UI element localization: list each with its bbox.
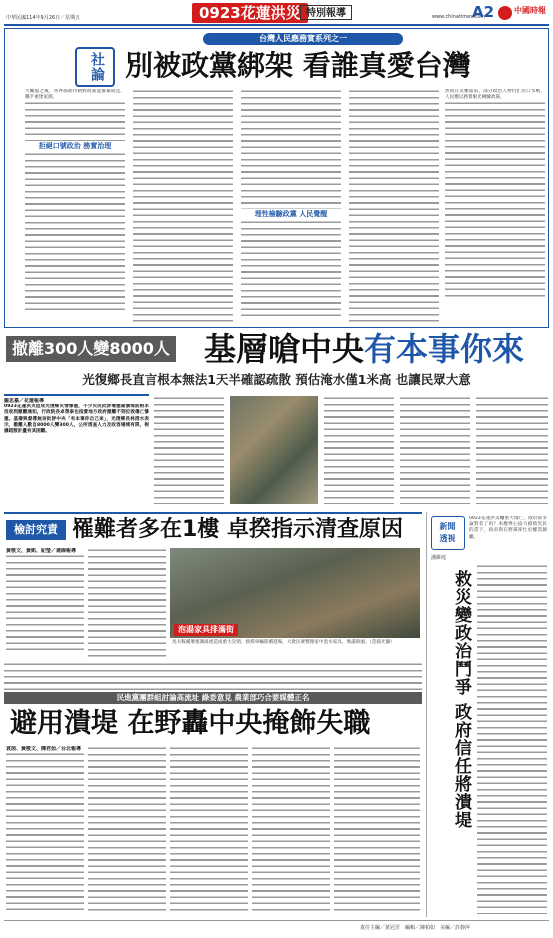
review-continuation: [4, 662, 422, 690]
main-highlight: 撤離300人變8000人: [6, 336, 176, 362]
paper-logo: [498, 2, 546, 24]
editorial-text-filler: [25, 152, 125, 312]
editorial-headline: 別被政黨綁架 看誰真愛台灣: [125, 49, 471, 82]
lower-col-4: [252, 746, 330, 914]
masthead: [0, 0, 553, 26]
editorial-col-5: [445, 89, 545, 325]
editorial-lead-2: 然而在災難面前，部分政治人物仍忙於口水戰，人民應以務實眼光檢驗政黨。: [445, 89, 545, 101]
review-text-filler: [6, 554, 84, 654]
editorial-seal-label: 社論: [89, 52, 105, 82]
editorial-col-4: [349, 89, 439, 325]
side-tag-line-1: 新聞: [439, 522, 456, 531]
side-author: 潘維庭: [431, 555, 447, 561]
editorial-seal: [75, 47, 115, 87]
editorial-col-2: [133, 89, 233, 325]
footer-rule: [4, 920, 549, 921]
review-col-2: [88, 548, 166, 658]
editorial-series-header: 台灣人民應務實系列之一: [203, 33, 403, 45]
editorial-subhead-2: 理性檢驗政黨 人民覺醒: [254, 210, 328, 218]
editorial-text-filler: [445, 101, 545, 301]
masthead-section-title: 0923花蓮洪災: [192, 3, 308, 23]
main-col-4: [400, 396, 470, 504]
main-headline-part1: 基層嗆中央: [204, 330, 365, 368]
masthead-website: www.chinatimes.com: [432, 14, 486, 20]
review-photo-caption-title: 泡湯家具排滿街: [174, 624, 238, 636]
paper-name: 中國時報: [514, 6, 546, 15]
side-tag-line-2: 透視: [439, 534, 456, 543]
main-col-3: [324, 396, 394, 504]
main-photo: [230, 396, 318, 504]
main-headline-part2: 有本事你來: [364, 330, 525, 368]
masthead-badge: 特別報導: [300, 5, 352, 20]
editorial-text-filler: [241, 220, 341, 320]
review-section: [4, 512, 422, 660]
lower-story: [4, 692, 422, 917]
lower-col-1: [6, 746, 84, 914]
editorial-lead-1: 大颱風之後，各界都期待朝野政黨能摒棄成見，攜手重建家園。: [25, 89, 125, 101]
editorial-text-filler: [25, 101, 125, 141]
main-col-5: [476, 396, 548, 504]
side-text: [477, 564, 547, 914]
lower-col-2: [88, 746, 166, 914]
lower-banner: 民進黨團群組討論高流址 綠委意見 農業部巧合要媒體正名: [4, 692, 422, 704]
main-lead-box: [4, 394, 149, 504]
editorial-text-filler: [241, 89, 341, 209]
review-byline: 黃敬文、黃凱、紀瑩／連線報導: [6, 548, 77, 554]
side-lead: 0923花蓮洪災釀重大傷亡，政府卻爭論對者了吗？本應齊心協力搶救災民的當下，政府與在野黨卻忙於權責歸屬。: [469, 516, 547, 540]
lower-headline: 避用潰堤 在野轟中央掩飾失職: [10, 708, 371, 739]
main-byline: 羅思嘉／花蓮報導: [4, 398, 45, 404]
side-tag: [431, 516, 465, 550]
editorial-col-3: [241, 89, 341, 325]
masthead-date: 中華民國114年9月26日／星期五: [6, 15, 81, 21]
editorial-subhead-1: 拒絕口號政治 務實治理: [38, 142, 112, 151]
lower-byline: 袁茵、黃敬文、陳君茹／台北報導: [6, 746, 82, 752]
masthead-rule: [4, 24, 549, 26]
footer-credits: 責任主編／黃冠芳 編輯／陳柏如 美編／許靜萍: [360, 925, 471, 931]
side-title: 救災變政治鬥爭 政府信任將潰堤: [451, 570, 471, 829]
review-photo: [170, 548, 420, 638]
lower-col-5: [334, 746, 420, 914]
review-photo-caption: 馬太鞍溪堰塞湖溢流造成重大災情，救援車輛陸續進場，大批民眾整理家中泡水家具，堆滿街頭。（范揚光攝）: [170, 639, 420, 658]
masthead-page-number: A2: [472, 3, 495, 21]
review-rule: [4, 512, 422, 514]
editorial-col-1: [25, 89, 125, 325]
review-headline: 罹難者多在1樓 卓揆指示清查原因: [72, 517, 403, 542]
lower-col-3: [170, 746, 248, 914]
editorial-section: [4, 28, 549, 328]
main-story: [4, 330, 549, 510]
main-lead: 0923花蓮洪災造成光復鄉災情慘重，不少災民批評堰塞湖潰堤前根本沒收到撤離通知，行政院長卓榮泰也指責地方政府撤離不到位致傷亡慘重。基層與督導無奈批評中央「有本事你自己來」，光復鄉長林清水表示，撤離人數自8000人變300人，公所清查人力及收容場域有限，根據疏散計畫有其困難。: [4, 404, 149, 435]
review-col-1: [6, 548, 84, 658]
review-label: 檢討究責: [6, 520, 66, 540]
paper-logo-circle-icon: [498, 6, 512, 20]
lower-text-filler: [6, 752, 84, 912]
side-column: [426, 512, 549, 917]
main-col-2: [154, 396, 224, 504]
main-subheadline: 光復鄉長直言根本無法1天半確認疏散 預估淹水僅1米高 也讓民眾大意: [82, 372, 471, 387]
